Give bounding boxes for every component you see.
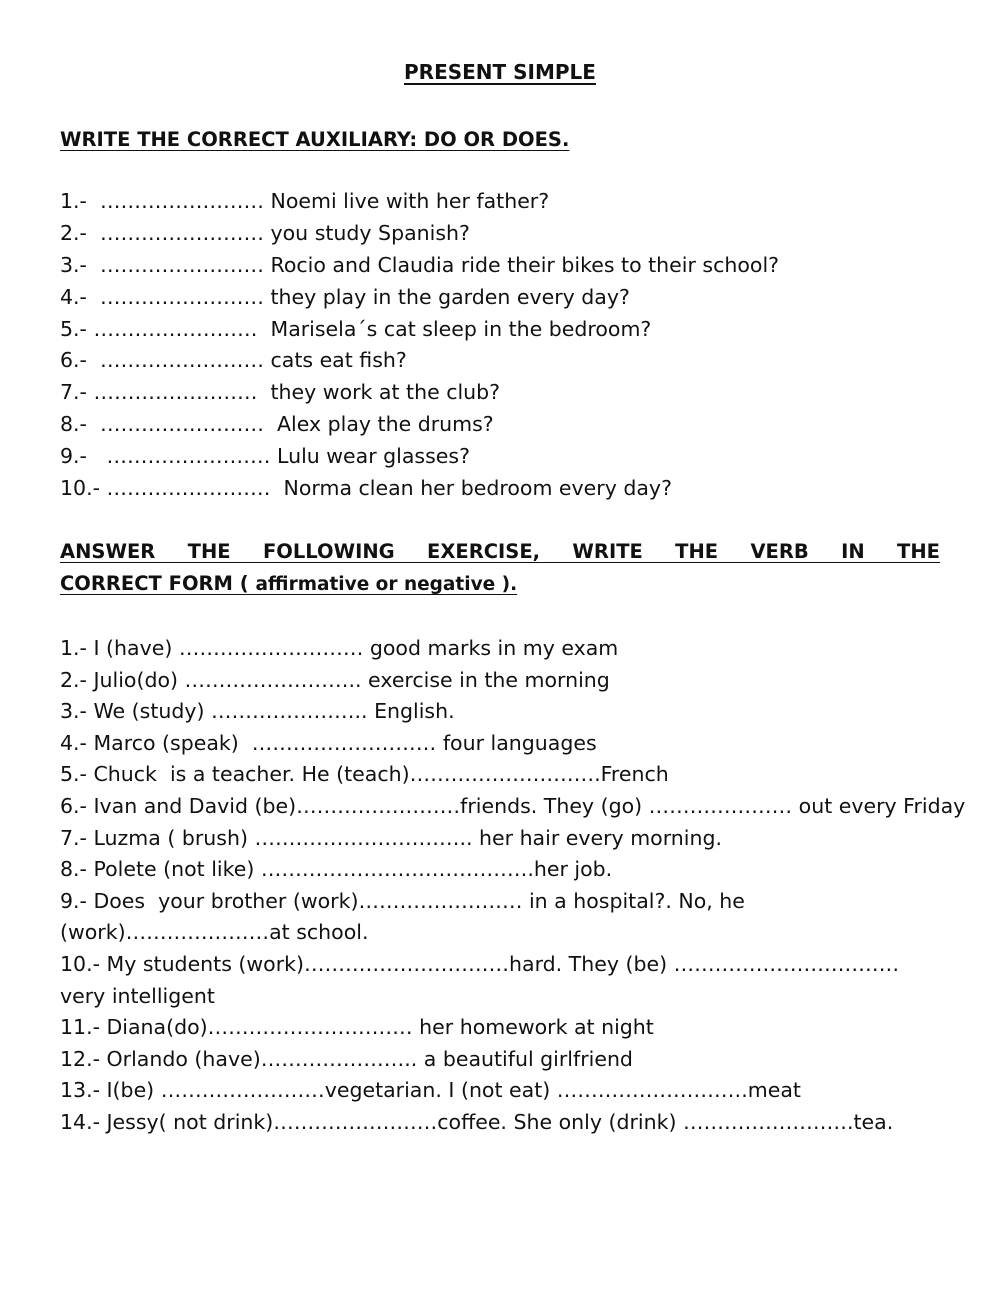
exercise-item: 4.- …………………… they play in the garden every day? — [60, 284, 630, 309]
section2-heading — [60, 536, 940, 601]
exercise-item: 6.- Ivan and David (be)……………………friends. They (go) ………………… out every Friday — [60, 793, 966, 818]
exercise-item: 2.- Julio(do) …………………….. exercise in the morning — [60, 667, 610, 692]
page-title: PRESENT SIMPLE — [404, 60, 596, 84]
exercise-item: 9.- …………………… Lulu wear glasses? — [60, 444, 470, 469]
verb-exercise-list — [60, 633, 966, 1139]
exercise-item: 5.- Chuck is a teacher. He (teach)……………………….French — [60, 762, 669, 787]
exercise-item: 8.- Polete (not like) ………………………………….her job. — [60, 857, 613, 882]
exercise-item: 1.- …………………… Noemi live with her father? — [60, 189, 550, 213]
exercise-item: 10.- My students (work)…………………………hard. They (be) ……………………………very intelligent — [60, 951, 900, 1008]
section1-heading: WRITE THE CORRECT AUXILIARY: DO OR DOES. — [60, 128, 570, 151]
exercise-item: 2.- …………………… you study Spanish? — [60, 220, 470, 245]
exercise-item: 14.- Jessy( not drink)……………………coffee. She only (drink) …………………….tea. — [60, 1109, 894, 1134]
exercise-item: 4.- Marco (speak) ……………………… four languages — [60, 730, 597, 755]
exercise-item: 7.- …………………… they work at the club? — [60, 380, 501, 405]
exercise-item: 3.- …………………… Rocio and Claudia ride their bikes to their school? — [60, 252, 780, 277]
section2-heading-line2 — [60, 568, 940, 601]
exercise-item: 13.- I(be) ……………………vegetarian. I (not eat) ……………………….meat — [60, 1078, 801, 1103]
exercise-item: 10.- …………………… Norma clean her bedroom every day? — [60, 476, 672, 501]
exercise-item: 3.- We (study) ………………….. English. — [60, 699, 455, 724]
section2-heading-line2-start: CORRECT FORM ( — [60, 572, 256, 595]
section2-heading-line2-end: affirmative or negative ). — [255, 574, 518, 595]
exercise-item: 6.- …………………… cats eat fish? — [60, 348, 407, 373]
exercise-item: 7.- Luzma ( brush) ………………………….. her hair every morning. — [60, 825, 722, 850]
exercise-item: 9.- Does your brother (work)…………………… in a hospital?. No, he (work)…………………at school. — [60, 888, 752, 945]
exercise-item: 12.- Orlando (have)………………….. a beautiful girlfriend — [60, 1046, 633, 1071]
exercise-item: 8.- …………………… Alex play the drums? — [60, 412, 494, 437]
exercise-item: 1.- I (have) ……………………… good marks in my exam — [60, 636, 619, 660]
section2-heading-line1: ANSWER THE FOLLOWING EXERCISE, WRITE THE VERB IN THE — [60, 540, 940, 563]
exercise-item: 5.- …………………… Marisela´s cat sleep in the bedroom? — [60, 316, 652, 341]
exercise-item: 11.- Diana(do)………………………… her homework at night — [60, 1015, 654, 1040]
auxiliary-exercise-list — [60, 186, 940, 505]
